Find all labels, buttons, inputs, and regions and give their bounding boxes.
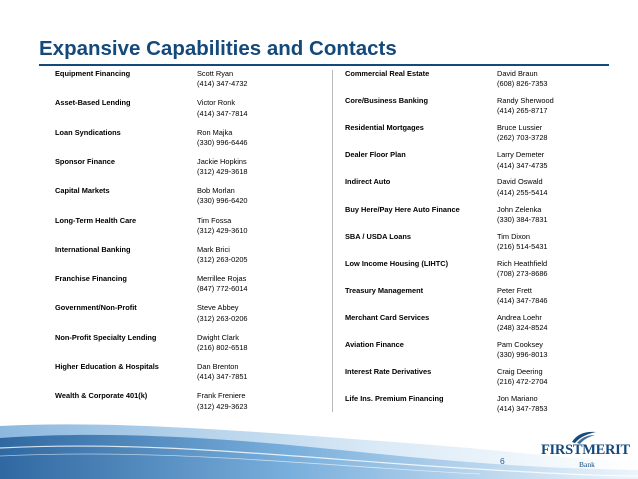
- service-label: Indirect Auto: [345, 177, 391, 187]
- contact-name: Pam Cooksey: [497, 340, 544, 349]
- contact-info: [197, 98, 248, 118]
- contact-phone: (248) 324-8524: [497, 323, 548, 333]
- contact-info: [497, 205, 548, 225]
- contact-name: Mark Brici: [197, 244, 230, 254]
- contact-name: Steve Abbey: [197, 303, 239, 313]
- service-label: Loan Syndications: [55, 127, 121, 137]
- service-label: Interest Rate Derivatives: [345, 367, 432, 377]
- contact-phone: (414) 265-8717: [497, 106, 548, 116]
- contact-phone: (312) 263-0206: [197, 313, 248, 323]
- contact-name: Dwight Clark: [197, 332, 239, 342]
- contact-name: John Zelenka: [497, 204, 542, 214]
- contact-phone: (312) 263-0205: [197, 255, 248, 264]
- contact-phone: (414) 347-7851: [197, 372, 248, 382]
- contact-info: [497, 394, 548, 414]
- contact-name: David Oswald: [497, 177, 543, 187]
- contact-info: [197, 245, 248, 265]
- contact-info: [197, 303, 248, 323]
- contact-name: Victor Ronk: [197, 98, 236, 108]
- contact-phone: (330) 996-6420: [197, 196, 248, 206]
- contact-phone: (312) 429-3618: [197, 167, 248, 177]
- contact-name: Craig Deering: [497, 367, 543, 377]
- contact-name: Andrea Loehr: [497, 312, 542, 322]
- service-label: Commercial Real Estate: [345, 69, 430, 78]
- service-label: Higher Education & Hospitals: [55, 362, 159, 371]
- contact-info: [497, 177, 548, 197]
- contact-phone: (312) 429-3623: [197, 401, 248, 411]
- service-label: Franchise Financing: [55, 274, 127, 284]
- contact-phone: (414) 255-5414: [497, 187, 548, 197]
- contact-phone: (608) 826-7353: [497, 79, 548, 89]
- column-divider: [332, 70, 333, 412]
- contact-info: [497, 259, 548, 279]
- contact-info: [197, 128, 248, 148]
- contact-phone: (414) 347-4732: [197, 79, 248, 89]
- contact-phone: (708) 273-8686: [497, 268, 548, 278]
- contact-info: [497, 340, 548, 360]
- contact-phone: (312) 429-3610: [197, 225, 248, 235]
- contact-phone: (216) 514-5431: [497, 241, 548, 251]
- service-label: Government/Non-Profit: [55, 303, 137, 313]
- service-label: SBA / USDA Loans: [345, 231, 411, 241]
- contact-phone: (414) 347-7853: [497, 404, 548, 414]
- contact-name: Frank Freniere: [197, 391, 246, 401]
- contact-info: [197, 186, 248, 206]
- contact-name: Larry Demeter: [497, 150, 545, 160]
- firstmerit-logo: [541, 432, 631, 474]
- contact-phone: (847) 772-6014: [197, 284, 248, 294]
- service-label: Asset-Based Lending: [55, 98, 131, 108]
- contact-info: [497, 123, 548, 143]
- contact-info: [497, 286, 548, 306]
- page-number: 6: [500, 456, 505, 466]
- service-label: International Banking: [55, 244, 131, 254]
- service-label: Non-Profit Specialty Lending: [55, 332, 157, 342]
- contact-phone: (262) 703-3728: [497, 133, 548, 143]
- contact-phone: (330) 996-6446: [197, 137, 248, 147]
- contact-info: [197, 333, 248, 353]
- contact-name: Bruce Lussier: [497, 123, 543, 133]
- service-label: Aviation Finance: [345, 340, 404, 349]
- contact-name: Ron Majka: [197, 127, 233, 137]
- service-label: Dealer Floor Plan: [345, 150, 406, 160]
- service-label: Equipment Financing: [55, 69, 131, 78]
- service-label: Sponsor Finance: [55, 156, 115, 166]
- contact-info: [497, 367, 548, 387]
- contact-name: David Braun: [497, 69, 538, 78]
- title-rule: [39, 64, 609, 66]
- contact-name: Peter Frett: [497, 285, 532, 295]
- contact-info: [497, 232, 548, 252]
- service-label: Residential Mortgages: [345, 123, 424, 133]
- contact-info: [497, 69, 548, 89]
- contact-info: [497, 96, 554, 116]
- contact-info: [197, 157, 248, 177]
- contact-name: Merrillee Rojas: [197, 274, 247, 284]
- contact-phone: (216) 802-6518: [197, 342, 248, 352]
- contact-name: Jon Mariano: [497, 394, 538, 404]
- service-label: Wealth & Corporate 401(k): [55, 391, 148, 401]
- contact-name: Scott Ryan: [197, 69, 234, 78]
- contact-phone: (330) 996-8013: [497, 350, 548, 360]
- service-label: Low Income Housing (LIHTC): [345, 258, 449, 268]
- contact-info: [197, 216, 248, 236]
- service-label: Long-Term Health Care: [55, 215, 137, 225]
- contact-info: [497, 313, 548, 333]
- logo-wordmark: FIRSTMERIT: [541, 442, 630, 458]
- contact-name: Bob Morlan: [197, 186, 235, 196]
- contact-info: [197, 391, 248, 411]
- contact-phone: (330) 384-7831: [497, 214, 548, 224]
- service-label: Life Ins. Premium Financing: [345, 394, 444, 404]
- contact-info: [197, 69, 248, 89]
- contact-info: [197, 274, 248, 294]
- contact-name: Tim Dixon: [497, 231, 530, 241]
- contact-phone: (216) 472-2704: [497, 377, 548, 387]
- service-label: Merchant Card Services: [345, 312, 430, 322]
- contact-name: Rich Heathfield: [497, 258, 548, 268]
- contact-name: Tim Fossa: [197, 215, 232, 225]
- contact-name: Dan Brenton: [197, 362, 239, 371]
- contact-info: [197, 362, 248, 382]
- contact-phone: (414) 347-4735: [497, 160, 548, 170]
- contact-info: [497, 150, 548, 170]
- contact-phone: (414) 347-7846: [497, 296, 548, 305]
- service-label: Treasury Management: [345, 285, 424, 295]
- service-label: Buy Here/Pay Here Auto Finance: [345, 204, 460, 214]
- logo-subtext: Bank: [579, 460, 595, 469]
- service-label: Core/Business Banking: [345, 96, 428, 106]
- contact-name: Jackie Hopkins: [197, 156, 247, 166]
- contact-name: Randy Sherwood: [497, 96, 554, 106]
- page-title: Expansive Capabilities and Contacts: [39, 37, 397, 60]
- service-label: Capital Markets: [55, 186, 110, 196]
- contact-phone: (414) 347-7814: [197, 108, 248, 118]
